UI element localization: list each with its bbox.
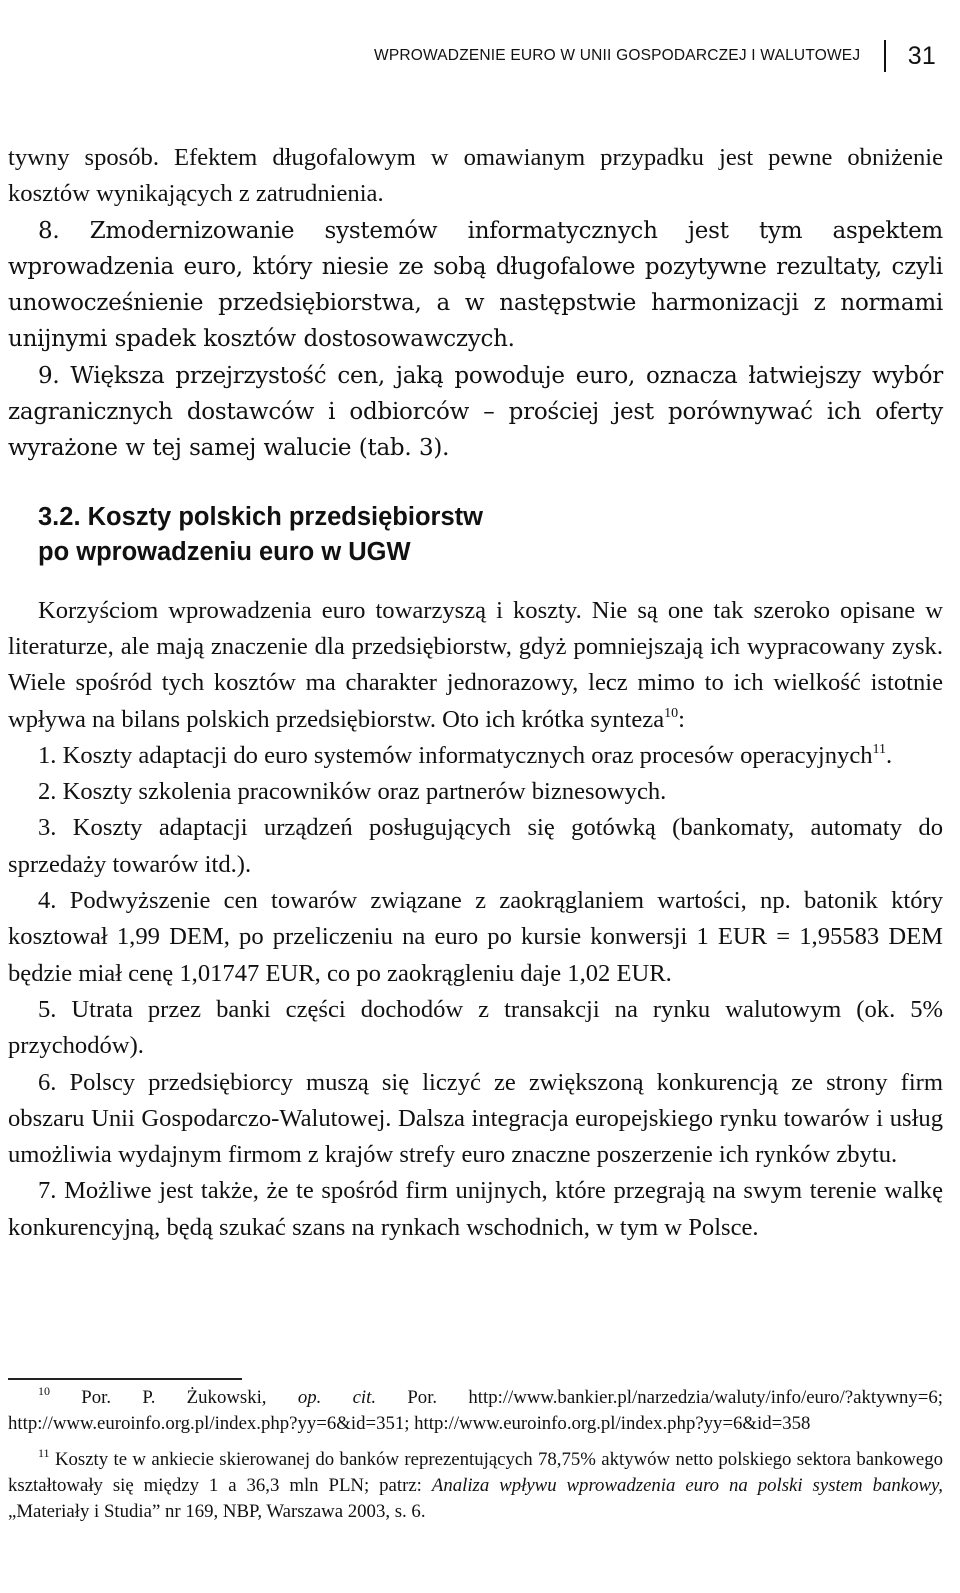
footnote-11-title: Analiza wpływu wprowadzenia euro na polski system bankowy, (431, 1475, 943, 1496)
section-number: 3.2. (38, 502, 81, 531)
running-head-title: WPROWADZENIE EURO W UNII GOSPODARCZEJ I WALUTOWEJ (373, 47, 861, 64)
section-title-line-2: po wprowadzeniu euro w UGW (38, 537, 411, 566)
cost-item-1-text: 1. Koszty adaptacji do euro systemów informatycznych oraz procesów operacyjnych (38, 741, 873, 769)
section-heading (38, 500, 558, 570)
footnote-10-citation: op. cit. (297, 1387, 377, 1408)
cost-item-6: 6. Polscy przedsiębiorcy muszą się liczyć ze zwiększoną konkurencją ze strony firm obszaru Unii Gospodarczo-Walutowej. Dalsza integracja europejskiego rynku towarów i usług umożliwia wydajnym firmom z krajów strefy euro znaczne poszerzenie ich rynków zbytu. (8, 1068, 943, 1169)
cost-item-7: 7. Możliwe jest także, że te spośród firm unijnych, które przegrają na swym terenie walkę konkurencyjną, będą szukać szans na rynkach wschodnich, w tym w Polsce. (8, 1177, 943, 1241)
running-head-separator (884, 40, 886, 72)
paragraph-continuation: tywny sposób. Efektem długofalowym w omawianym przypadku jest pewne obniżenie kosztów wynikających z zatrudnienia. (8, 144, 943, 208)
footnote-10-links[interactable]: Por. http://www.bankier.pl/narzedzia/waluty/info/euro/?aktywny=6; http://www.euroinfo.org.pl/index.php?yy=6&id=351; http://www.euroinfo.org.pl/index.php?yy=6&id=358 (8, 1387, 944, 1434)
section-title-line-1: Koszty polskich przedsiębiorstw (87, 502, 483, 531)
footnote-separator (8, 1378, 242, 1380)
footnote-10-text-a: Por. P. Żukowski, (81, 1387, 267, 1408)
cost-item-5: 5. Utrata przez banki części dochodów z transakcji na rynku walutowym (ok. 5% przychodów). (8, 995, 943, 1060)
footnote-10 (8, 1385, 943, 1437)
cost-item-4: 4. Podwyższenie cen towarów związane z zaokrąglaniem wartości, np. batonik który kosztował 1,99 DEM, po przeliczeniu na euro po kursie konwersji 1 EUR = 1,95583 DEM będzie miał cenę 1,01747 EUR, co po zaokrągleniu daje 1,02 EUR. (8, 887, 943, 987)
intro-text: Korzyściom wprowadzenia euro towarzyszą i koszty. Nie są one tak szeroko opisane w literaturze, ale mają znaczenie dla przedsiębiorstw, gdyż pomniejszają ich wypracowany zysk. Wiele spośród tych kosztów ma charakter jednorazowy, lecz mimo to ich wielkość istotnie wpływa na bilans polskich przedsiębiorstw. Oto ich krótka synteza (8, 596, 943, 733)
footnote-11 (8, 1447, 943, 1525)
cost-item-1-tail: . (886, 741, 893, 769)
footnote-reference-11[interactable]: 11 (872, 741, 887, 757)
footnote-mark-10: 10 (38, 1384, 50, 1398)
intro-paragraph (8, 593, 943, 738)
footnote-reference-10[interactable]: 10 (664, 705, 679, 721)
footnote-11-text-a: Koszty te w ankiecie skierowanej do banków reprezentujących 78,75% aktywów netto polskiego sektora bankowego kształtowały się między 1 a 36,3 mln PLN; patrz: (8, 1449, 943, 1496)
footnote-11-source: „Materiały i Studia” nr 169, NBP, Warszawa 2003, s. 6. (8, 1501, 426, 1522)
paragraph-point-8: 8. Zmodernizowanie systemów informatycznych jest tym aspektem wprowadzenia euro, który niesie ze sobą długofalowe pozytywne rezultaty, czyli unowocześnienie przedsiębiorstwa, a w następstwie harmonizacji z normami unijnymi spadek kosztów dostosowawczych. (8, 217, 943, 353)
cost-item-1 (8, 738, 943, 774)
cost-item-3: 3. Koszty adaptacji urządzeń posługujących się gotówką (bankomaty, automaty do sprzedaży towarów itd.). (8, 814, 943, 878)
page-number: 31 (907, 41, 936, 70)
body-text (8, 140, 943, 1246)
footnote-mark-11: 11 (38, 1446, 50, 1460)
intro-tail: : (678, 705, 685, 733)
cost-item-2: 2. Koszty szkolenia pracowników oraz partnerów biznesowych. (38, 778, 667, 806)
paragraph-point-9: 9. Większa przejrzystość cen, jaką powoduje euro, oznacza łatwiejszy wybór zagranicznych dostawców i odbiorców – prościej jest porównywać ich oferty wyrażone w tej samej walucie (tab. 3). (8, 362, 943, 462)
running-head (300, 40, 936, 72)
footnotes (8, 1385, 943, 1535)
